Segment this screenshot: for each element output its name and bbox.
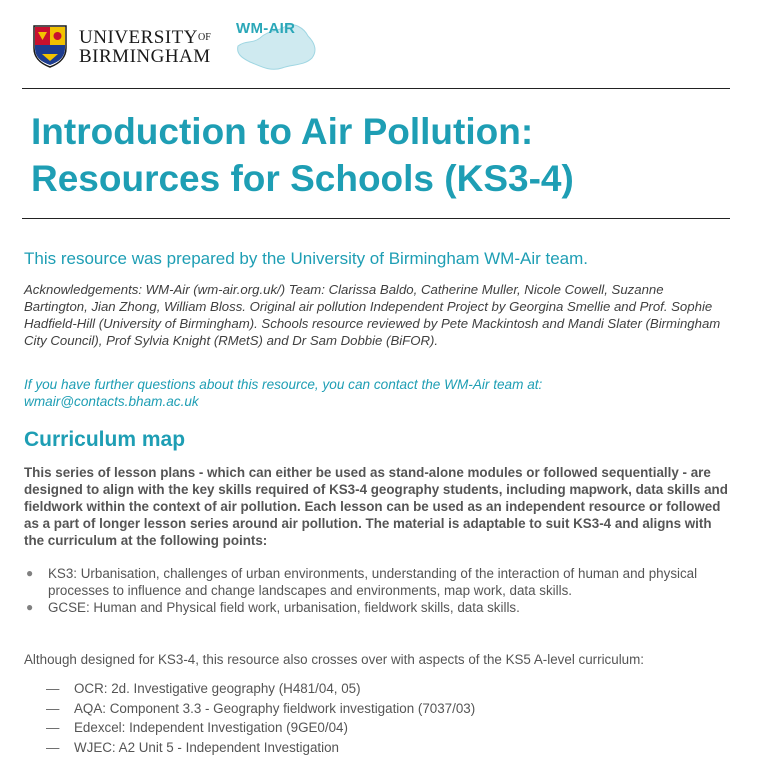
list-item: — WJEC: A2 Unit 5 - Independent Investigation bbox=[46, 738, 475, 758]
document-header bbox=[24, 10, 730, 88]
dash-icon: — bbox=[46, 720, 60, 736]
title-line-2: Resources for Schools (KS3-4) bbox=[31, 158, 574, 199]
contact-line: If you have further questions about this resource, you can contact the WM-Air team at: bbox=[24, 377, 543, 392]
prepared-by-text: This resource was prepared by the University of Birmingham WM-Air team. bbox=[24, 249, 589, 268]
curriculum-description: This series of lesson plans - which can either be used as stand-alone modules or followed sequentially - are designed to align with the key skills required of KS3-4 geography students, including mapwork, data skills and fieldwork within the context of air pollution. Each lesson can be used as an independent resource or followed as a part of longer lesson series around air pollution. The material is adaptable to suit KS3-4 and aligns with the curriculum at the following points: bbox=[24, 465, 728, 548]
list-item: — Edexcel: Independent Investigation (9GE0/04) bbox=[46, 718, 475, 738]
title-line-1: Introduction to Air Pollution: bbox=[31, 111, 534, 152]
wm-air-logo: WM-AIR bbox=[236, 20, 296, 37]
list-item: — OCR: 2d. Investigative geography (H481/04, 05) bbox=[46, 679, 475, 699]
page-title bbox=[31, 108, 731, 202]
acknowledgements-text: Acknowledgements: WM-Air (wm-air.org.uk/) Team: Clarissa Baldo, Catherine Muller, Nicole Cowell, Suzanne Bartington, Jian Zhong, William Bloss. Original air pollution Independent Project by Georgina Smellie and Prof. Sophie Hadfield-Hill (University of Birmingham). Schools resource reviewed by Pete Mackintosh and Mandi Slater (Birmingham City Council), Prof Sylvia Knight (RMetS) and Dr Sam Dobbie (BiFOR). bbox=[24, 282, 721, 348]
list-item: ● KS3: Urbanisation, challenges of urban environments, understanding of the interaction of human and physical processes to influence and change landscapes and environments, map work, data skills. bbox=[26, 566, 698, 598]
list-item: — AQA: Component 3.3 - Geography fieldwork investigation (7037/03) bbox=[46, 699, 475, 719]
header-divider bbox=[22, 88, 730, 89]
university-wordmark: $UNIVERSITY^{OF}$ BIRMINGHAM bbox=[79, 27, 211, 67]
dash-icon: — bbox=[46, 740, 60, 756]
bullet-icon: ● bbox=[26, 566, 34, 580]
university-crest-icon bbox=[32, 24, 68, 68]
ks5-list bbox=[46, 679, 475, 758]
contact-email-link[interactable]: wmair@contacts.bham.ac.uk bbox=[24, 394, 199, 409]
dash-icon: — bbox=[46, 681, 60, 696]
title-divider bbox=[22, 218, 730, 219]
ks5-intro-text: Although designed for KS3-4, this resource also crosses over with aspects of the KS5 A-level curriculum: bbox=[24, 652, 644, 667]
contact-text bbox=[24, 376, 724, 410]
list-item: ● GCSE: Human and Physical field work, urbanisation, fieldwork skills, data skills. bbox=[26, 600, 520, 615]
dash-icon: — bbox=[46, 700, 60, 716]
curriculum-heading: Curriculum map bbox=[24, 428, 186, 451]
curriculum-bullet-list bbox=[24, 565, 734, 616]
bullet-icon: ● bbox=[26, 600, 34, 614]
